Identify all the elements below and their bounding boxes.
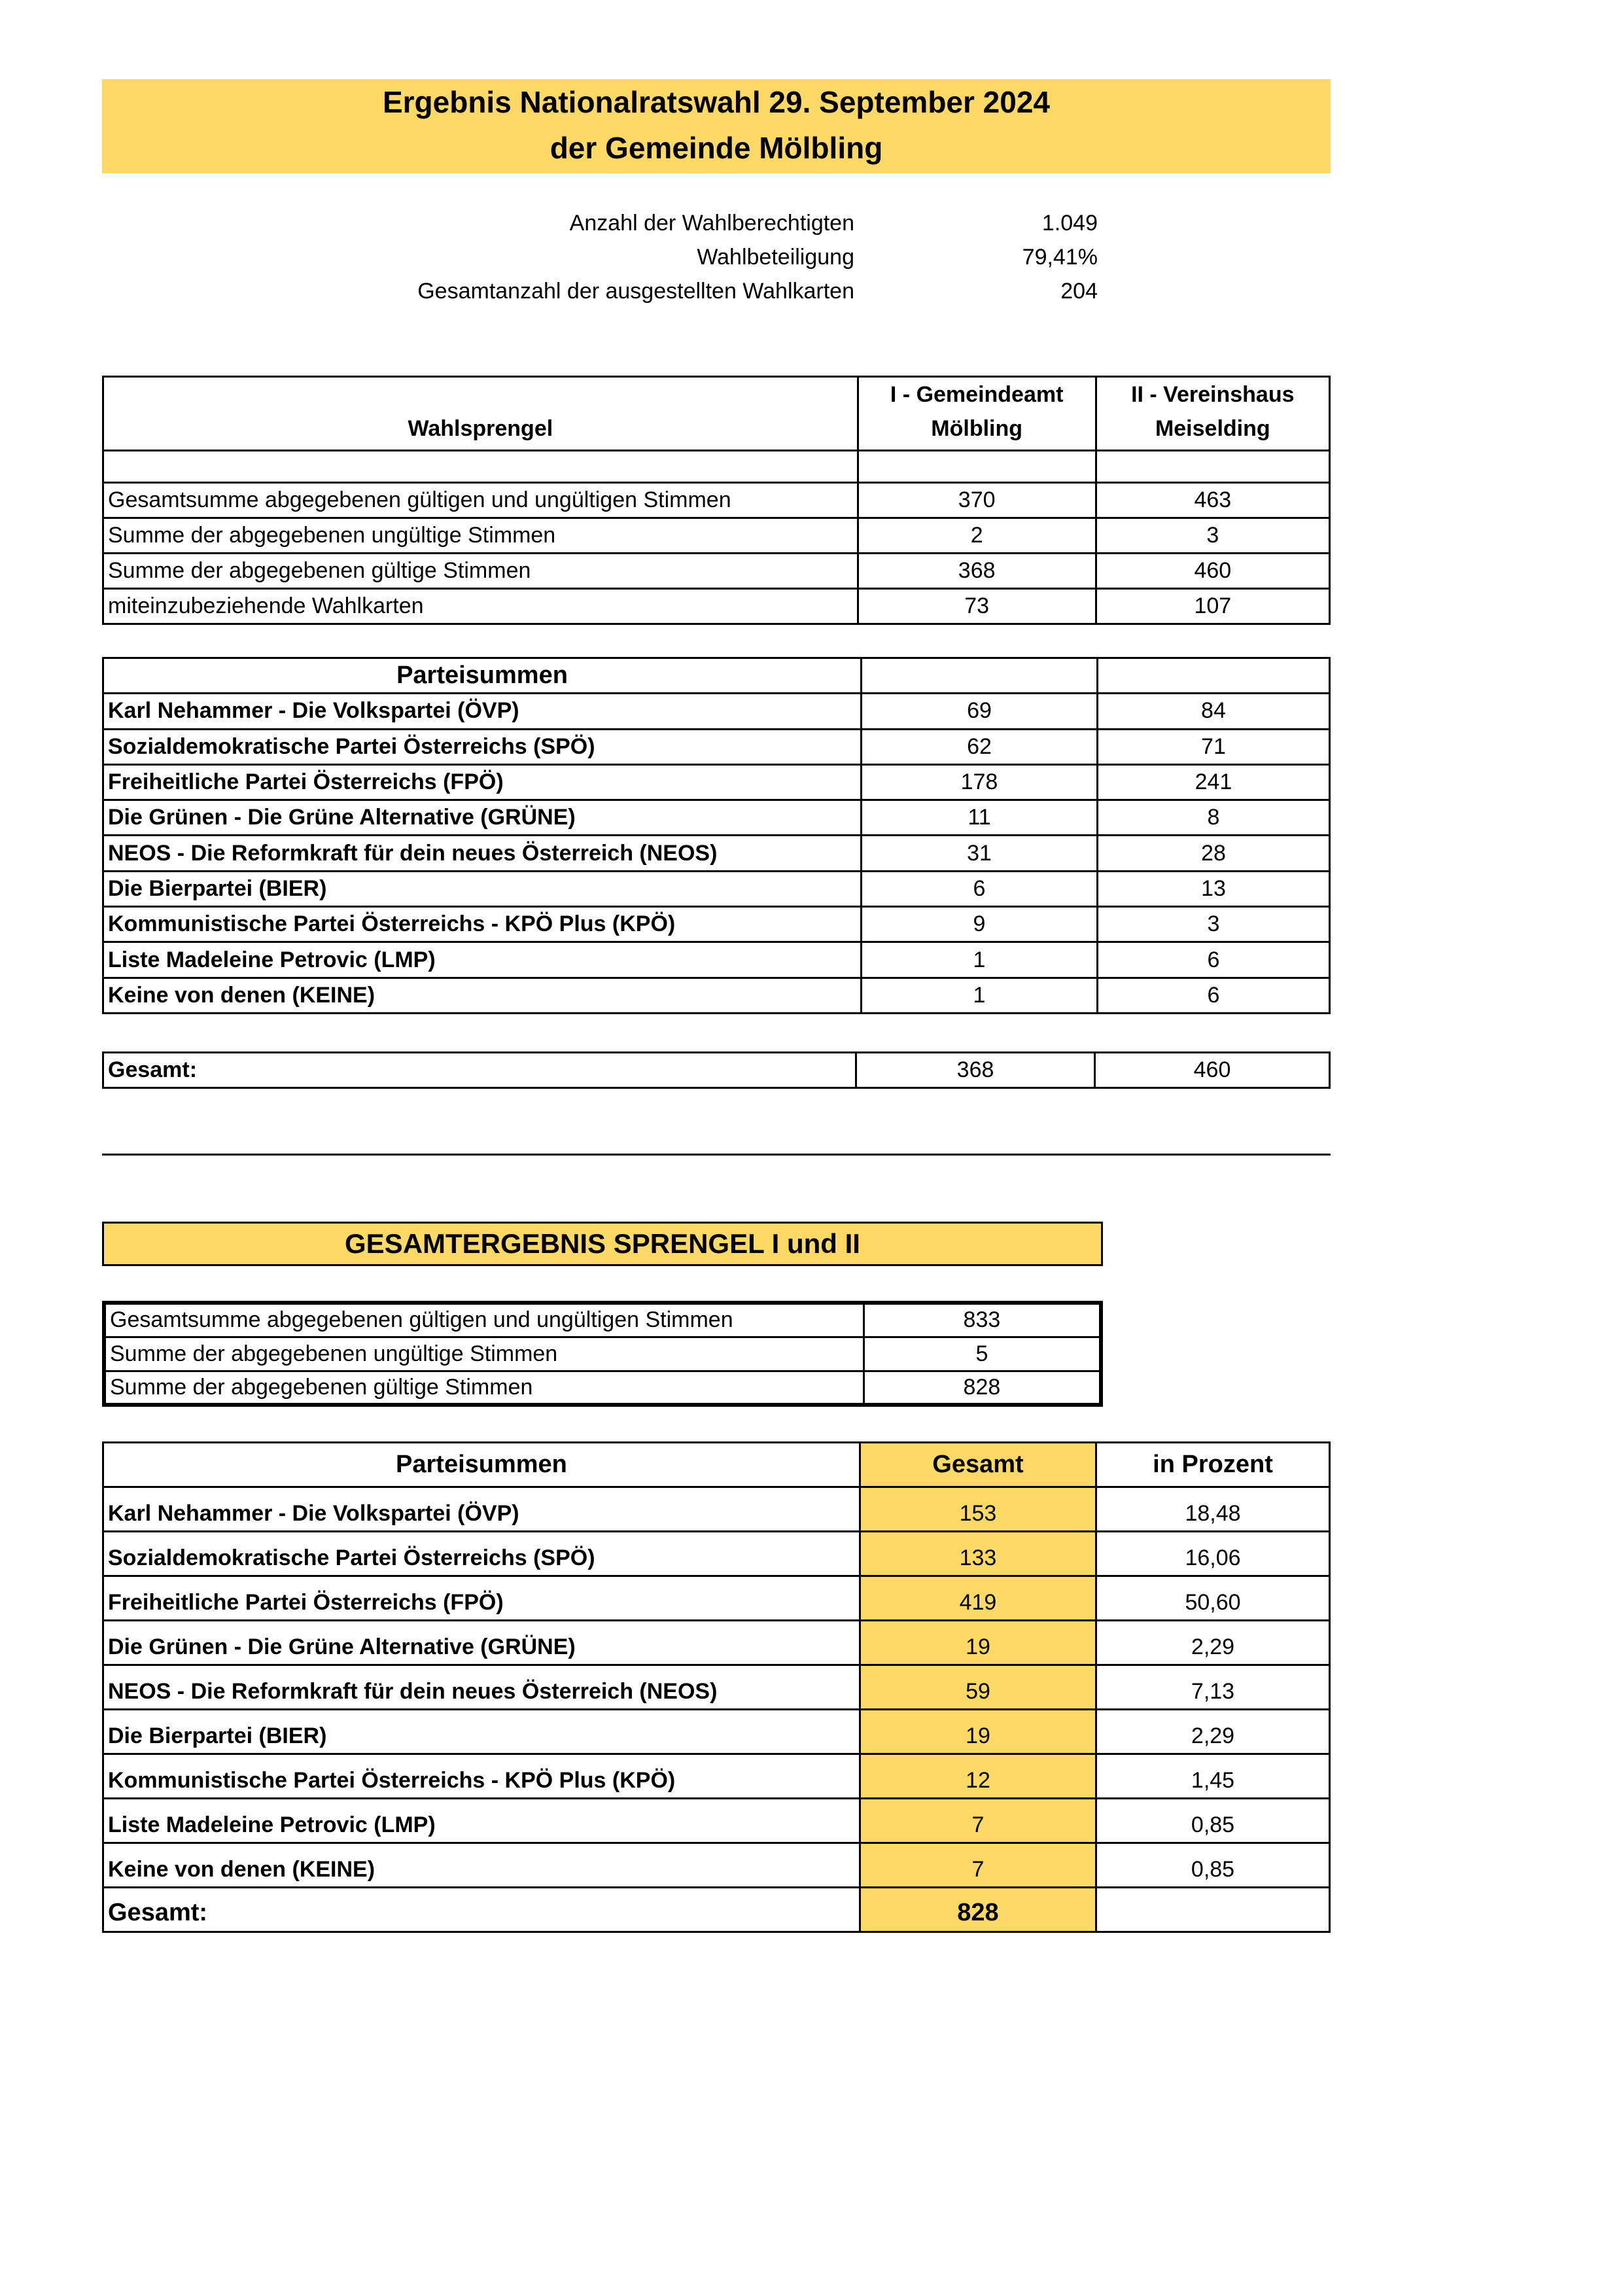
party-name: Die Grünen - Die Grüne Alternative (GRÜNE) — [103, 1621, 860, 1665]
table-row — [103, 907, 1330, 942]
title-line-1: Ergebnis Nationalratswahl 29. September 2024 — [382, 85, 1051, 119]
party-percent: 16,06 — [1096, 1532, 1330, 1576]
row-value: 833 — [864, 1303, 1101, 1337]
party-name: Freiheitliche Partei Österreichs (FPÖ) — [103, 1576, 860, 1621]
party-total: 133 — [860, 1532, 1096, 1576]
party-votes-1: 178 — [862, 764, 1098, 800]
table-row — [103, 764, 1330, 800]
table-row — [103, 729, 1330, 764]
table-row — [103, 451, 1330, 483]
table-row — [103, 483, 1330, 518]
party-total: 19 — [860, 1710, 1096, 1754]
info-label: Gesamtanzahl der ausgestellten Wahlkarten — [417, 279, 854, 304]
party-votes-1: 69 — [862, 694, 1098, 729]
party-votes-2: 6 — [1097, 942, 1329, 978]
row-value-1: 370 — [858, 483, 1096, 518]
table-row — [103, 1576, 1330, 1621]
party-votes-1: 1 — [862, 942, 1098, 978]
table-row — [103, 1710, 1330, 1754]
table-row — [103, 942, 1330, 978]
party-name: Kommunistische Partei Österreichs - KPÖ Plus (KPÖ) — [103, 907, 862, 942]
party-total: 419 — [860, 1576, 1096, 1621]
party-total: 7 — [860, 1799, 1096, 1843]
table-header-row — [103, 1443, 1330, 1487]
header-wahlsprengel: Wahlsprengel — [103, 377, 858, 451]
header-prozent: in Prozent — [1096, 1443, 1330, 1487]
party-votes-2: 6 — [1097, 978, 1329, 1013]
table-row — [104, 1303, 1101, 1337]
info-value: 79,41% — [1022, 245, 1098, 270]
party-total: 153 — [860, 1487, 1096, 1532]
gesamt-label: Gesamt: — [103, 1053, 856, 1088]
party-votes-1: 62 — [862, 729, 1098, 764]
header-sprengel-1-line2: Mölbling — [931, 416, 1023, 441]
total-label: Gesamt: — [103, 1888, 860, 1932]
table-row — [103, 836, 1330, 871]
table-row — [103, 800, 1330, 836]
info-label: Anzahl der Wahlberechtigten — [569, 211, 854, 236]
row-label: miteinzubeziehende Wahlkarten — [103, 589, 858, 624]
table-row — [103, 1053, 1330, 1088]
table-row — [103, 1665, 1330, 1710]
party-votes-2: 241 — [1097, 764, 1329, 800]
party-percent: 2,29 — [1096, 1710, 1330, 1754]
row-value-1: 2 — [858, 518, 1096, 554]
party-name: Liste Madeleine Petrovic (LMP) — [103, 942, 862, 978]
table-row — [103, 589, 1330, 624]
table-row — [103, 978, 1330, 1013]
title-line-2: der Gemeinde Mölbling — [550, 131, 883, 165]
table-row — [103, 694, 1330, 729]
party-name: Karl Nehammer - Die Volkspartei (ÖVP) — [103, 1487, 860, 1532]
party-name: Die Bierpartei (BIER) — [103, 1710, 860, 1754]
table-row — [104, 1337, 1101, 1371]
party-name: Die Bierpartei (BIER) — [103, 871, 862, 906]
party-name: Sozialdemokratische Partei Österreichs (SPÖ) — [103, 1532, 860, 1576]
party-votes-2: 84 — [1097, 694, 1329, 729]
row-label: Gesamtsumme abgegebenen gültigen und ungültigen Stimmen — [103, 483, 858, 518]
header-sprengel-2 — [1096, 377, 1329, 451]
header-parteisummen: Parteisummen — [103, 658, 862, 694]
party-votes-1: 6 — [862, 871, 1098, 906]
info-row — [0, 274, 1623, 308]
party-votes-1: 1 — [862, 978, 1098, 1013]
header-parteisummen: Parteisummen — [103, 1443, 860, 1487]
table-row — [103, 1532, 1330, 1576]
party-votes-2: 28 — [1097, 836, 1329, 871]
info-label: Wahlbeteiligung — [697, 245, 854, 270]
row-value-2: 460 — [1096, 554, 1329, 589]
party-name: Die Grünen - Die Grüne Alternative (GRÜNE) — [103, 800, 862, 836]
party-total: 12 — [860, 1754, 1096, 1799]
party-total: 19 — [860, 1621, 1096, 1665]
party-votes-1: 9 — [862, 907, 1098, 942]
row-label: Gesamtsumme abgegebenen gültigen und ungültigen Stimmen — [104, 1303, 864, 1337]
table-header-row — [103, 658, 1330, 694]
table-row — [103, 871, 1330, 906]
party-name: NEOS - Die Reformkraft für dein neues Österreich (NEOS) — [103, 1665, 860, 1710]
party-votes-2: 8 — [1097, 800, 1329, 836]
table-row — [103, 554, 1330, 589]
gesamt-parteien-table — [102, 1441, 1331, 1933]
row-label: Summe der abgegebenen ungültige Stimmen — [104, 1337, 864, 1371]
table-row — [103, 1799, 1330, 1843]
party-percent: 7,13 — [1096, 1665, 1330, 1710]
table-row — [103, 1754, 1330, 1799]
party-votes-1: 31 — [862, 836, 1098, 871]
section-title: GESAMTERGEBNIS SPRENGEL I und II — [102, 1222, 1103, 1266]
party-total: 7 — [860, 1843, 1096, 1888]
info-value: 204 — [1060, 279, 1098, 304]
party-name: Keine von denen (KEINE) — [103, 1843, 860, 1888]
row-value-1: 368 — [858, 554, 1096, 589]
gesamt-row-table — [102, 1051, 1331, 1089]
info-row — [0, 240, 1623, 274]
page-title — [102, 79, 1331, 173]
gesamtergebnis-table — [102, 1301, 1103, 1407]
header-sprengel-1 — [858, 377, 1096, 451]
party-votes-2: 71 — [1097, 729, 1329, 764]
table-row — [103, 1487, 1330, 1532]
party-name: Karl Nehammer - Die Volkspartei (ÖVP) — [103, 694, 862, 729]
row-value-2: 463 — [1096, 483, 1329, 518]
party-votes-2: 13 — [1097, 871, 1329, 906]
party-percent: 0,85 — [1096, 1799, 1330, 1843]
party-percent: 50,60 — [1096, 1576, 1330, 1621]
header-gesamt: Gesamt — [860, 1443, 1096, 1487]
row-value-2: 107 — [1096, 589, 1329, 624]
table-row — [103, 1888, 1330, 1932]
header-sprengel-1-line1: I - Gemeindeamt — [890, 382, 1064, 407]
row-value-1: 73 — [858, 589, 1096, 624]
parteisummen-table — [102, 657, 1331, 1014]
table-row — [103, 1843, 1330, 1888]
gesamt-value-1: 368 — [856, 1053, 1095, 1088]
party-name: Keine von denen (KEINE) — [103, 978, 862, 1013]
info-row — [0, 206, 1623, 240]
party-percent: 18,48 — [1096, 1487, 1330, 1532]
party-votes-2: 3 — [1097, 907, 1329, 942]
table-header-row — [103, 377, 1330, 451]
divider — [102, 1154, 1331, 1156]
party-name: NEOS - Die Reformkraft für dein neues Österreich (NEOS) — [103, 836, 862, 871]
header-sprengel-2-line2: Meiselding — [1155, 416, 1270, 441]
party-percent: 1,45 — [1096, 1754, 1330, 1799]
row-value: 828 — [864, 1371, 1101, 1405]
row-value-2: 3 — [1096, 518, 1329, 554]
info-value: 1.049 — [1041, 211, 1098, 236]
row-label: Summe der abgegebenen gültige Stimmen — [103, 554, 858, 589]
party-name: Sozialdemokratische Partei Österreichs (SPÖ) — [103, 729, 862, 764]
party-name: Freiheitliche Partei Österreichs (FPÖ) — [103, 764, 862, 800]
total-value: 828 — [860, 1888, 1096, 1932]
table-row — [103, 1621, 1330, 1665]
table-row — [103, 518, 1330, 554]
party-name: Kommunistische Partei Österreichs - KPÖ Plus (KPÖ) — [103, 1754, 860, 1799]
party-name: Liste Madeleine Petrovic (LMP) — [103, 1799, 860, 1843]
info-block — [0, 206, 1623, 308]
party-total: 59 — [860, 1665, 1096, 1710]
row-value: 5 — [864, 1337, 1101, 1371]
party-votes-1: 11 — [862, 800, 1098, 836]
sprengel-table — [102, 376, 1331, 625]
row-label: Summe der abgegebenen gültige Stimmen — [104, 1371, 864, 1405]
table-row — [104, 1371, 1101, 1405]
party-percent: 0,85 — [1096, 1843, 1330, 1888]
row-label: Summe der abgegebenen ungültige Stimmen — [103, 518, 858, 554]
gesamt-value-2: 460 — [1094, 1053, 1329, 1088]
party-percent: 2,29 — [1096, 1621, 1330, 1665]
header-sprengel-2-line1: II - Vereinshaus — [1131, 382, 1295, 407]
